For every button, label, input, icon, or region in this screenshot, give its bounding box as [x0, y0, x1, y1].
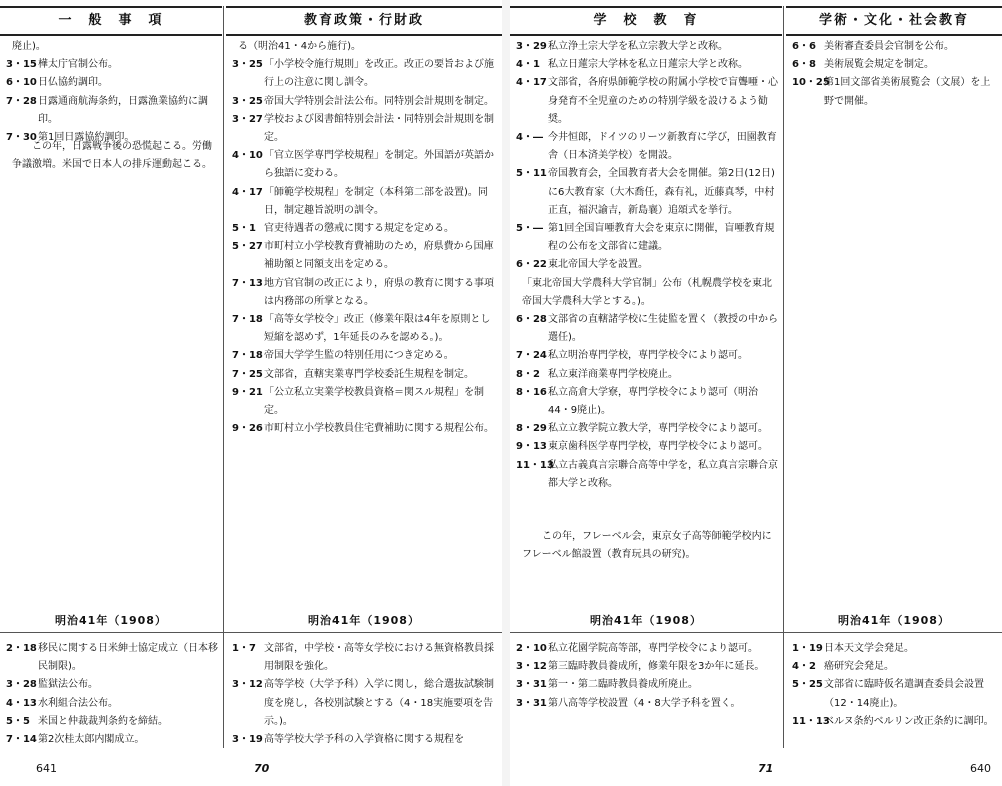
column-header: 一 般 事 項 — [0, 6, 222, 36]
entry-text: 「官立医学専門学校規程」を制定。外国語が英語から独語に変わる。 — [264, 150, 494, 180]
timeline-entry — [792, 676, 998, 712]
entry-date: 4・2 — [792, 661, 816, 673]
timeline-entry — [516, 220, 778, 256]
continuation-entry — [232, 38, 498, 56]
year-heading: 明治41年（1908） — [838, 614, 950, 627]
timeline-entry — [516, 74, 778, 129]
timeline-entry — [516, 165, 778, 220]
entry-date: 3・19 — [232, 734, 263, 746]
entry-date: 5・27 — [232, 241, 263, 253]
entry-date: 5・5 — [6, 715, 30, 727]
entries-paragraph — [516, 520, 778, 564]
timeline-entry — [6, 695, 218, 713]
timeline-entry — [232, 640, 498, 676]
timeline-entry — [6, 56, 218, 74]
timeline-entry — [232, 366, 498, 384]
entry-date: 4・― — [516, 132, 543, 144]
entry-text: 文部省，直轄実業専門学校委託生規程を制定。 — [264, 368, 474, 380]
entries-bottom — [232, 640, 498, 749]
timeline-entry — [516, 311, 778, 347]
timeline-entry — [232, 676, 498, 731]
year-heading: 明治41年（1908） — [55, 614, 167, 627]
entry-date: 7・28 — [6, 95, 37, 107]
timeline-entry — [232, 384, 498, 420]
entry-date: 4・17 — [232, 186, 263, 198]
entry-date: 5・1 — [232, 223, 256, 235]
column-header: 学術・文化・社会教育 — [786, 6, 1002, 36]
entries-top — [516, 38, 778, 493]
entry-date: 6・28 — [516, 314, 547, 326]
entry-text: 米国と仲裁裁判条約を締結。 — [38, 715, 168, 727]
timeline-entry — [232, 93, 498, 111]
entry-date: 7・18 — [232, 314, 263, 326]
entry-text: 監獄法公布。 — [38, 679, 98, 691]
entry-date: 9・21 — [232, 386, 263, 398]
entry-date: 7・13 — [232, 277, 263, 289]
entry-date: 1・7 — [232, 643, 256, 654]
timeline-entry — [232, 275, 498, 311]
entry-date: 6・10 — [6, 77, 37, 89]
entry-text: 学校および図書館特別会計法・同特別会計規則を制定。 — [264, 113, 494, 144]
entry-text: 市町村立小学校教育費補助のため，府県費から国庫補助額と同額支出を定める。 — [264, 241, 494, 271]
year-heading: 明治41年（1908） — [590, 614, 702, 627]
entry-date: 10・25 — [792, 77, 830, 89]
column-school-education — [510, 0, 782, 760]
year-divider — [0, 632, 502, 633]
entry-text: 第1回全国盲唖教育大会を東京に開催，盲唖教育規程の公布を文部省に建議。 — [548, 223, 775, 253]
entry-date: 9・26 — [232, 423, 263, 435]
entry-text: 「小学校令施行規則」を改正。改正の要旨および施行上の注意に関し訓令。 — [264, 59, 494, 89]
entry-date: 6・6 — [792, 41, 816, 52]
timeline-entry — [792, 56, 998, 74]
entry-date: 11・13 — [792, 715, 830, 727]
entry-text: る（明治41・4から施行)。 — [238, 41, 361, 52]
entry-date: 6・8 — [792, 59, 816, 71]
entry-text: 第三臨時教員養成所，修業年限を3か年に延長。 — [548, 661, 765, 673]
timeline-entry — [232, 347, 498, 365]
entry-text: 第一・第二臨時教員養成所廃止。 — [548, 679, 698, 691]
column-divider — [783, 6, 784, 748]
entry-text: 「高等女学校令」改正（修業年限は4年を原則とし短縮を認めず，1年延長のみを認める。)。 — [264, 314, 491, 344]
entry-text: 癌研究会発足。 — [824, 661, 894, 673]
entry-date: 9・13 — [516, 441, 547, 453]
timeline-entry — [232, 238, 498, 274]
entry-date: 3・15 — [6, 59, 37, 71]
entry-text: 文部省の直轄諸学校に生徒監を置く（教授の中から選任)。 — [548, 314, 778, 344]
entry-date: 3・12 — [232, 679, 263, 691]
timeline-entry — [516, 347, 778, 365]
entry-text: 移民に関する日米紳士協定成立（日本移民制限)。 — [38, 643, 218, 673]
page-number: 641 — [36, 762, 57, 775]
entry-date: 5・25 — [792, 679, 823, 691]
entry-date: 3・28 — [6, 679, 37, 691]
entry-text: 水利組合法公布。 — [38, 697, 118, 709]
right-page — [510, 0, 1002, 786]
timeline-entry — [232, 147, 498, 183]
entry-date: 8・29 — [516, 423, 547, 435]
entry-text: 東北帝国大学を設置。 — [548, 259, 648, 271]
entry-text: 「東北帝国大学農科大学官制」公布（札幌農学校を東北帝国大学農科大学とする。)。 — [522, 277, 772, 307]
entry-date: 3・12 — [516, 661, 547, 673]
entry-date: 5・11 — [516, 168, 547, 180]
timeline-entry — [792, 38, 998, 56]
timeline-entry — [232, 184, 498, 220]
entry-text: 日仏協約調印。 — [38, 77, 108, 89]
entry-text: 私立東洋商業専門学校廃止。 — [548, 368, 678, 380]
entries-paragraph — [6, 130, 218, 174]
entry-text: 私立花園学院高等部，専門学校令により認可。 — [548, 643, 758, 654]
entry-date: 3・31 — [516, 697, 547, 709]
timeline-entry — [232, 420, 498, 438]
entry-text: 官吏待遇者の懲戒に関する規定を定める。 — [264, 223, 454, 235]
entry-text: 美術審査委員会官制を公布。 — [824, 41, 954, 52]
book-gutter — [502, 0, 510, 786]
year-divider — [510, 632, 1002, 633]
entry-text: 高等学校大学予科の入学資格に関する規程を — [264, 734, 464, 746]
timeline-entry — [232, 56, 498, 92]
timeline-entry — [516, 658, 778, 676]
entry-text: 第2次桂太郎内閣成立。 — [38, 734, 145, 746]
entry-text: 私立日蓮宗大学林を私立日蓮宗大学と改称。 — [548, 59, 748, 71]
entry-text: 帝国大学特別会計法公布。同特別会計規則を制定。 — [264, 95, 494, 107]
entry-date: 4・10 — [232, 150, 263, 162]
entry-date: 2・18 — [6, 643, 37, 654]
timeline-entry — [232, 220, 498, 238]
entry-date: 3・29 — [516, 41, 547, 52]
timeline-entry — [232, 111, 498, 147]
entry-date: 3・31 — [516, 679, 547, 691]
timeline-entry — [6, 676, 218, 694]
entry-text: 今井恒郎，ドイツのリーツ新教育に学び，田園教育舎（日本済美学校）を開設。 — [548, 132, 777, 162]
timeline-entry — [792, 658, 998, 676]
timeline-entry — [516, 420, 778, 438]
column-header: 教育政策・行財政 — [226, 6, 502, 36]
entry-text: 高等学校（大学予科）入学に関し，総合選抜試験制度を廃し，各校別試験とする（4・18実施要項を告示。)。 — [264, 679, 494, 727]
entries-bottom — [516, 640, 778, 713]
entry-date: 6・22 — [516, 259, 547, 271]
entry-date: 8・2 — [516, 368, 540, 380]
timeline-entry — [792, 640, 998, 658]
entry-date: 3・27 — [232, 113, 263, 125]
column-divider — [223, 6, 224, 748]
timeline-entry — [6, 713, 218, 731]
entry-date: 11・13 — [516, 459, 554, 471]
entry-date: 4・17 — [516, 77, 547, 89]
timeline-entry — [6, 731, 218, 749]
entries-bottom — [6, 640, 218, 749]
continuation-entry — [6, 38, 218, 56]
entry-date: 5・― — [516, 223, 543, 235]
year-heading: 明治41年（1908） — [308, 614, 420, 627]
timeline-entry — [516, 640, 778, 658]
entry-date: 7・24 — [516, 350, 547, 362]
entry-text: 市町村立小学校教員住宅費補助に関する規程公布。 — [264, 423, 494, 435]
timeline-entry — [516, 129, 778, 165]
timeline-entry — [516, 38, 778, 56]
entry-text: 「師範学校規程」を制定（本科第二部を設置)。同日，制定趣旨説明の訓令。 — [264, 186, 488, 216]
page-number: 640 — [970, 762, 991, 775]
folio-number: 70 — [254, 762, 270, 775]
timeline-entry — [516, 438, 778, 456]
timeline-entry — [516, 56, 778, 74]
entry-date: 4・13 — [6, 697, 37, 709]
timeline-entry — [792, 713, 998, 731]
entry-date: 3・25 — [232, 59, 263, 71]
entry-text: 地方官官制の改正により，府県の教育に関する事項は内務部の所掌となる。 — [264, 277, 494, 307]
timeline-entry — [792, 74, 998, 110]
entry-text: 「公立私立実業学校教員資格＝関スル規程」を制定。 — [264, 386, 484, 417]
entry-text: 樺太庁官制公布。 — [38, 59, 118, 71]
entry-date: 7・18 — [232, 350, 263, 362]
entry-date: 8・16 — [516, 386, 547, 398]
entry-text: 私立立教学院立教大学，専門学校令により認可。 — [548, 423, 768, 435]
entry-date: 7・14 — [6, 734, 37, 746]
entry-text: 東京歯科医学専門学校，専門学校令により認可。 — [548, 441, 768, 453]
entry-date: 7・30 — [6, 132, 37, 144]
year-summary-paragraph: この年，フレーベル会，東京女子高等師範学校内にフレーベル館設置（教育玩具の研究)。 — [522, 531, 772, 561]
entry-date: 3・25 — [232, 95, 263, 107]
timeline-entry — [516, 256, 778, 274]
entry-text: 第1回日露協約調印。 — [38, 132, 135, 144]
entry-text: 文部省に臨時仮名遣調査委員会設置（12・14廃止)。 — [824, 679, 984, 709]
column-education-policy — [226, 0, 502, 760]
timeline-entry — [516, 676, 778, 694]
timeline-entry — [6, 74, 218, 92]
entries-top — [792, 38, 998, 111]
entry-text: 美術展覧会規定を制定。 — [824, 59, 934, 71]
entry-date: 7・25 — [232, 368, 263, 380]
entry-text: 日露通商航海条約，日露漁業協約に調印。 — [38, 95, 208, 125]
column-academic-culture — [786, 0, 1002, 760]
entry-text: 帝国教育会，全国教育者大会を開催。第2日(12日)に6大教育家（大木喬任，森有礼，近藤真琴，中村正直，福沢諭吉，新島襄）追頌式を挙行。 — [548, 168, 775, 216]
entry-text: 文部省，各府県師範学校の附属小学校で盲聾唖・心身発育不全児童のための特別学級を設けるよう勧奨。 — [548, 77, 778, 125]
entry-text: 第1回文部省美術展覧会（文展）を上野で開催。 — [824, 77, 991, 107]
timeline-entry — [516, 384, 778, 420]
entries-top — [232, 38, 498, 438]
timeline-entry — [6, 640, 218, 676]
entry-text: 帝国大学学生監の特別任用につき定める。 — [264, 350, 454, 362]
entries-bottom — [792, 640, 998, 731]
entry-text: 第八高等学校設置（4・8大学予科を置く。 — [548, 697, 741, 709]
entry-text: 私立高倉大学寮，専門学校令により認可（明治44・9廃止)。 — [548, 386, 758, 417]
entry-text: 私立浄土宗大学を私立宗教大学と改称。 — [548, 41, 728, 52]
timeline-entry — [6, 93, 218, 129]
entry-date: 2・10 — [516, 643, 547, 654]
entry-text: 私立古義真言宗聯合高等中学を，私立真言宗聯合京都大学と改称。 — [548, 459, 778, 489]
entry-date: 1・19 — [792, 643, 823, 654]
timeline-entry — [516, 695, 778, 713]
entry-text: 日本天文学会発足。 — [824, 643, 914, 654]
year-summary-paragraph: この年，日露戦争後の恐慌起こる。労働争議激増。米国で日本人の排斥運動起こる。 — [12, 141, 212, 171]
entry-text: 私立明治専門学校，専門学校令により認可。 — [548, 350, 748, 362]
timeline-entry — [516, 366, 778, 384]
entry-text: 文部省，中学校・高等女学校における無資格教員採用制限を強化。 — [264, 643, 494, 673]
timeline-entry — [516, 457, 778, 493]
entry-text: ベルヌ条約ベルリン改正条約に調印。 — [824, 715, 994, 727]
timeline-entry — [232, 731, 498, 749]
column-general-affairs — [0, 0, 222, 760]
entry-date: 4・1 — [516, 59, 540, 71]
entry-text: 廃止)。 — [12, 41, 46, 52]
timeline-entry — [232, 311, 498, 347]
continuation-entry — [516, 275, 778, 311]
folio-number: 71 — [758, 762, 774, 775]
column-header: 学 校 教 育 — [510, 6, 782, 36]
